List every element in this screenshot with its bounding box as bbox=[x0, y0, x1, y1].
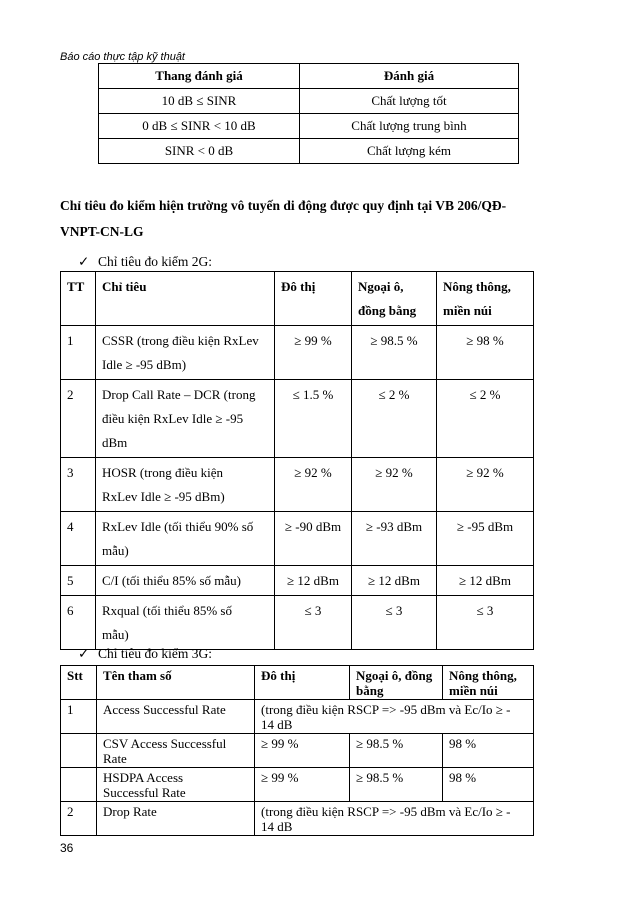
page-header: Báo cáo thực tập kỹ thuật bbox=[60, 51, 185, 63]
table-cell: ≤ 3 bbox=[437, 596, 534, 650]
table-cell: ≥ 12 dBm bbox=[352, 566, 437, 596]
table-cell: Chất lượng trung bình bbox=[300, 114, 519, 139]
table-cell: ≥ 12 dBm bbox=[437, 566, 534, 596]
table-cell: ≥ 92 % bbox=[437, 458, 534, 512]
table-header-cell: TT bbox=[61, 272, 96, 326]
table-header-cell: Thang đánh giá bbox=[99, 64, 300, 89]
table-header-row bbox=[61, 666, 534, 700]
section-heading-line: Chỉ tiêu đo kiểm hiện trường vô tuyến di động được quy định tại VB 206/QĐ- bbox=[60, 198, 507, 213]
table-cell: ≤ 3 bbox=[352, 596, 437, 650]
table-cell: (trong điều kiện RSCP => -95 dBm và Ec/Io ≥ - 14 dB bbox=[255, 700, 534, 734]
table-row bbox=[61, 380, 534, 458]
3g-criteria-table bbox=[60, 665, 534, 836]
table-cell: 0 dB ≤ SINR < 10 dB bbox=[99, 114, 300, 139]
table-cell: ≤ 1.5 % bbox=[275, 380, 352, 458]
table-cell: 10 dB ≤ SINR bbox=[99, 89, 300, 114]
table-row bbox=[99, 114, 519, 139]
table-cell: C/I (tối thiểu 85% số mẫu) bbox=[96, 566, 275, 596]
table-cell: 2 bbox=[61, 802, 97, 836]
sinr-evaluation-table bbox=[98, 63, 519, 164]
table-row bbox=[61, 458, 534, 512]
section-heading-line: VNPT-CN-LG bbox=[60, 224, 144, 239]
checkmark-icon: ✓ bbox=[78, 646, 90, 661]
table-header-row bbox=[61, 272, 534, 326]
table-cell: CSV Access Successful Rate bbox=[97, 734, 255, 768]
table-cell bbox=[61, 768, 97, 802]
table-cell: Access Successful Rate bbox=[97, 700, 255, 734]
table-cell: ≥ 98 % bbox=[437, 326, 534, 380]
table-header-cell: Tên tham số bbox=[97, 666, 255, 700]
table-cell: 1 bbox=[61, 326, 96, 380]
table-header-cell: Đô thị bbox=[275, 272, 352, 326]
table-cell: (trong điều kiện RSCP => -95 dBm và Ec/Io ≥ - 14 dB bbox=[255, 802, 534, 836]
table-cell: ≥ 98.5 % bbox=[352, 326, 437, 380]
2g-criteria-table bbox=[60, 271, 534, 650]
table-row bbox=[61, 596, 534, 650]
table-cell: ≥ 12 dBm bbox=[275, 566, 352, 596]
table-cell: 98 % bbox=[443, 734, 534, 768]
table-header-cell: Ngoại ô, đồng bằng bbox=[350, 666, 443, 700]
table-cell: ≥ 99 % bbox=[255, 768, 350, 802]
table-cell: ≤ 2 % bbox=[437, 380, 534, 458]
table-row bbox=[61, 734, 534, 768]
table-cell: Chất lượng tốt bbox=[300, 89, 519, 114]
table-cell: ≥ 99 % bbox=[275, 326, 352, 380]
checklist-label: Chỉ tiêu đo kiểm 3G: bbox=[98, 646, 212, 661]
checklist-item-3g bbox=[78, 646, 212, 662]
table-row bbox=[61, 326, 534, 380]
table-header-cell: Ngoại ô, đồng bằng bbox=[352, 272, 437, 326]
checklist-label: Chỉ tiêu đo kiểm 2G: bbox=[98, 254, 212, 269]
table-header-cell: Chỉ tiêu bbox=[96, 272, 275, 326]
table-cell: ≥ 98.5 % bbox=[350, 768, 443, 802]
table-cell: ≥ -90 dBm bbox=[275, 512, 352, 566]
page-number: 36 bbox=[60, 841, 74, 855]
table-cell: ≥ 99 % bbox=[255, 734, 350, 768]
table-row bbox=[99, 89, 519, 114]
table-cell: ≥ 92 % bbox=[275, 458, 352, 512]
table-cell: ≤ 3 bbox=[275, 596, 352, 650]
table-cell: Drop Call Rate – DCR (trong điều kiện RxLev Idle ≥ -95 dBm bbox=[96, 380, 275, 458]
table-row bbox=[61, 802, 534, 836]
table-cell: 2 bbox=[61, 380, 96, 458]
table-cell: Drop Rate bbox=[97, 802, 255, 836]
table-header-cell: Nông thông, miền núi bbox=[443, 666, 534, 700]
table-cell: ≥ 92 % bbox=[352, 458, 437, 512]
table-header-cell: Đánh giá bbox=[300, 64, 519, 89]
table-header-cell: Nông thông, miền núi bbox=[437, 272, 534, 326]
table-header-cell: Stt bbox=[61, 666, 97, 700]
table-cell: SINR < 0 dB bbox=[99, 139, 300, 164]
table-cell: ≥ -95 dBm bbox=[437, 512, 534, 566]
table-header-row bbox=[99, 64, 519, 89]
checklist-item-2g bbox=[78, 254, 212, 270]
table-cell: 6 bbox=[61, 596, 96, 650]
table-cell: ≥ 98.5 % bbox=[350, 734, 443, 768]
table-cell: ≤ 2 % bbox=[352, 380, 437, 458]
table-cell: 5 bbox=[61, 566, 96, 596]
table-row bbox=[61, 566, 534, 596]
table-cell: Chất lượng kém bbox=[300, 139, 519, 164]
table-cell: HSDPA Access Successful Rate bbox=[97, 768, 255, 802]
table-row bbox=[61, 512, 534, 566]
table-cell bbox=[61, 734, 97, 768]
table-cell: Rxqual (tối thiểu 85% số mẫu) bbox=[96, 596, 275, 650]
table-cell: HOSR (trong điều kiện RxLev Idle ≥ -95 dBm) bbox=[96, 458, 275, 512]
table-cell: RxLev Idle (tối thiểu 90% số mẫu) bbox=[96, 512, 275, 566]
table-cell: 4 bbox=[61, 512, 96, 566]
section-heading bbox=[60, 193, 580, 245]
table-row bbox=[99, 139, 519, 164]
table-row bbox=[61, 768, 534, 802]
table-cell: 3 bbox=[61, 458, 96, 512]
table-cell: ≥ -93 dBm bbox=[352, 512, 437, 566]
table-cell: CSSR (trong điều kiện RxLev Idle ≥ -95 dBm) bbox=[96, 326, 275, 380]
table-row bbox=[61, 700, 534, 734]
table-cell: 98 % bbox=[443, 768, 534, 802]
checkmark-icon: ✓ bbox=[78, 254, 90, 269]
table-cell: 1 bbox=[61, 700, 97, 734]
table-header-cell: Đô thị bbox=[255, 666, 350, 700]
